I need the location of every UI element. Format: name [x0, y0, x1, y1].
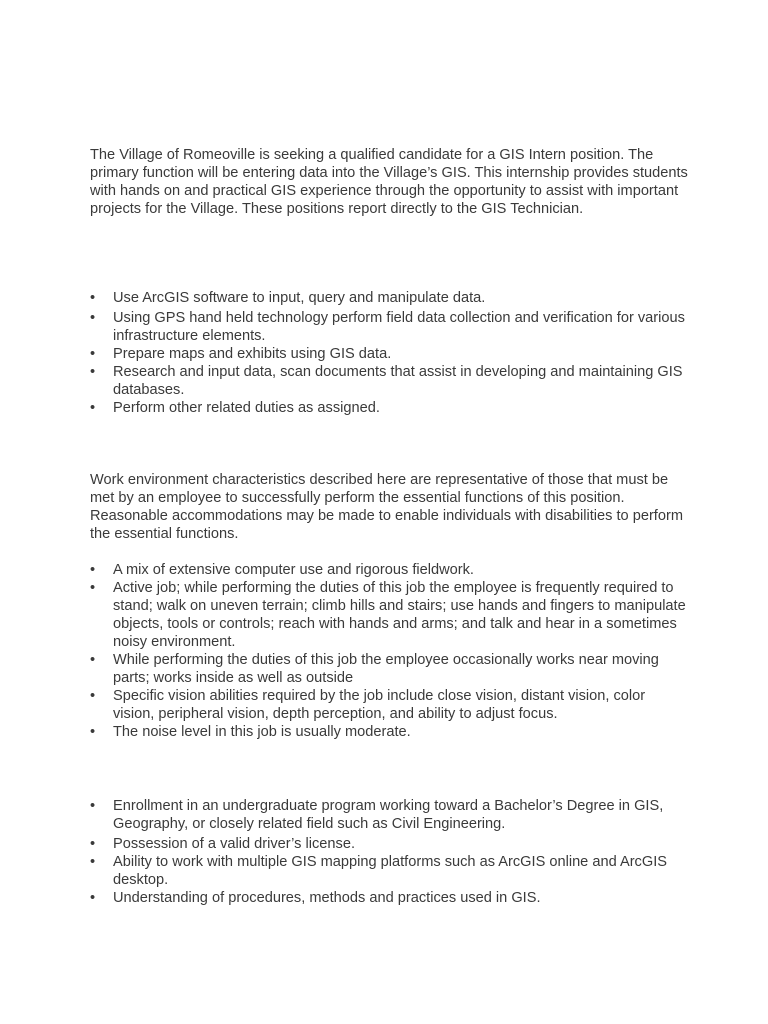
list-item: • While performing the duties of this job the employee occasionally works near moving parts; works inside as well as outside: [90, 652, 659, 687]
list-item: • Ability to work with multiple GIS mapping platforms such as ArcGIS online and ArcGIS desktop.: [90, 854, 667, 889]
list-item: • Understanding of procedures, methods and practices used in GIS.: [90, 890, 541, 907]
work-environment-paragraph: Work environment characteristics described here are representative of those that must be met by an employee to successfully perform the essential functions of this position. Reasonable accommodations may be made to enable individuals with disabilities to perform the essential functions.: [90, 472, 683, 542]
list-item: • Prepare maps and exhibits using GIS data.: [90, 346, 392, 363]
bullet-icon: •: [90, 310, 96, 326]
bullet-icon: •: [90, 836, 96, 852]
bullet-icon: •: [90, 652, 96, 669]
bullet-icon: •: [90, 290, 96, 306]
qualifications-list: [90, 797, 690, 907]
list-item: • Research and input data, scan documents that assist in developing and maintaining GIS databases.: [90, 364, 683, 399]
bullet-icon: •: [90, 562, 96, 578]
list-item: • A mix of extensive computer use and rigorous fieldwork.: [90, 562, 474, 578]
list-item: • The noise level in this job is usually moderate.: [90, 724, 411, 741]
bullet-icon: •: [90, 798, 96, 814]
bullet-icon: •: [90, 346, 96, 363]
bullet-icon: •: [90, 688, 96, 705]
bullet-icon: •: [90, 400, 96, 417]
list-item: • Specific vision abilities required by the job include close vision, distant vision, color vision, peripheral vision, depth perception, and ability to adjust focus.: [90, 688, 646, 723]
work-environment-list: [90, 561, 690, 741]
list-item: • Perform other related duties as assigned.: [90, 400, 380, 417]
list-item: • Possession of a valid driver’s license.: [90, 836, 355, 852]
bullet-icon: •: [90, 364, 96, 381]
duties-list: [90, 289, 690, 417]
list-item: • Enrollment in an undergraduate program working toward a Bachelor’s Degree in GIS, Geography, or closely related field such as Civil Engineering.: [90, 798, 664, 832]
list-item: • Use ArcGIS software to input, query and manipulate data.: [90, 290, 486, 306]
bullet-icon: •: [90, 724, 96, 741]
list-item: • Using GPS hand held technology perform field data collection and verification for various infrastructure elements.: [90, 310, 685, 344]
intro-paragraph: The Village of Romeoville is seeking a qualified candidate for a GIS Intern position. The primary function will be entering data into the Village’s GIS. This internship provides students with hands on and practical GIS experience through the opportunity to assist with important projects for the Village. These positions report directly to the GIS Technician.: [90, 147, 688, 217]
list-item: • Active job; while performing the duties of this job the employee is frequently required to stand; walk on uneven terrain; climb hills and stairs; use hands and fingers to manipulate objects, tools or controls; reach with hands and arms; and talk and hear in a sometimes noisy environment.: [90, 580, 686, 651]
bullet-icon: •: [90, 854, 96, 871]
bullet-icon: •: [90, 890, 96, 907]
bullet-icon: •: [90, 580, 96, 597]
